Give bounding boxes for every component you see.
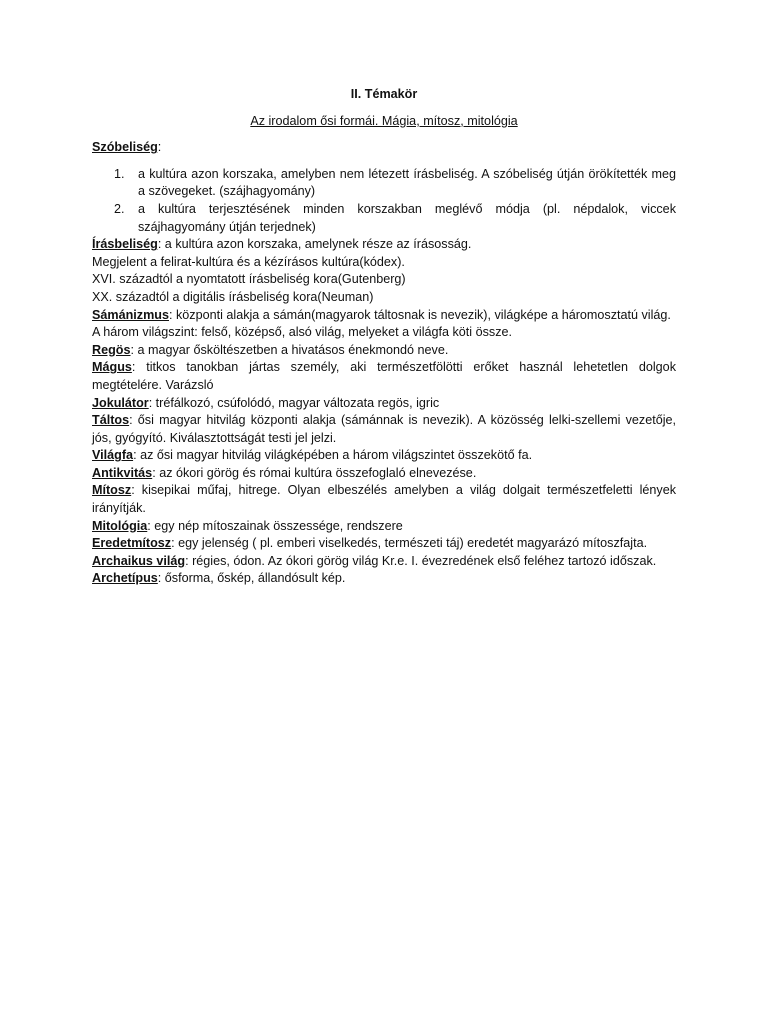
glossary-entry — [92, 359, 676, 394]
glossary-term: Világfa — [92, 448, 134, 463]
glossary-entry — [92, 570, 676, 588]
glossary-entry — [92, 342, 676, 360]
glossary-entry — [92, 482, 676, 517]
list-item-text: a kultúra azon korszaka, amelyben nem létezett írásbeliség. A szóbeliség útján örökítették meg a szövegeket. (szájhagyomány) — [138, 166, 676, 199]
list-item-number: 2. — [114, 201, 125, 216]
glossary-entry — [92, 535, 676, 553]
glossary-definition: : egy nép mítoszainak összessége, rendszere — [147, 518, 403, 533]
glossary-entry — [92, 553, 676, 571]
shamanism-extra: A három világszint: felső, középső, alsó világ, melyeket a világfa köti össze. — [92, 325, 512, 340]
glossary-definition: : kisepikai műfaj, hitrege. Olyan elbeszélés amelyben a világ dolgait természetfeletti lények irányítják. — [92, 483, 676, 516]
document-body — [92, 86, 676, 588]
literacy-line: Megjelent a felirat-kultúra és a kézírásos kultúra(kódex). — [92, 254, 405, 269]
glossary-term: Antikvitás — [92, 465, 153, 480]
literacy-definition-text: : a kultúra azon korszaka, amelynek része az írásosság. — [157, 237, 472, 252]
literacy-term: Írásbeliség — [92, 237, 158, 252]
glossary-term: Táltos — [92, 413, 130, 428]
glossary-definition: : az ősi magyar hitvilág világképében a három világszintet összekötő fa. — [133, 448, 533, 463]
list-item-text: a kultúra terjesztésének minden korszakban meglévő módja (pl. népdalok, viccek szájhagyomány útján terjednek) — [138, 201, 676, 234]
glossary-entry — [92, 395, 676, 413]
glossary-definition: : ősi magyar hitvilág központi alakja (sámánnak is nevezik). A közösség lelki-szellemi vezetője, jós, gyógyító. Kiválasztottságát testi jel jelzi. — [92, 413, 676, 445]
literacy-definition — [92, 236, 676, 254]
oral-list-item — [92, 201, 676, 236]
glossary-definition: : egy jelenség ( pl. emberi viselkedés, természeti táj) eredetét magyarázó mítoszfajta. — [171, 536, 648, 551]
glossary-term: Archetípus — [92, 571, 158, 586]
glossary-definition: : titkos tanokban jártas személy, aki természetfölötti erőket használ lehetetlen dolgok megtételére. Varázsló — [92, 360, 676, 392]
oral-list-item — [92, 166, 676, 201]
list-item-number: 1. — [114, 166, 125, 181]
oral-term-suffix: : — [157, 140, 162, 155]
shamanism-definition-text: : központi alakja a sámán(magyarok táltosnak is nevezik), világképe a háromosztatú világ. — [169, 307, 671, 322]
glossary-definition: : régies, ódon. Az ókori görög világ Kr.e. I. évezredének első feléhez tartozó időszak. — [185, 553, 657, 568]
glossary-definition: : a magyar ősköltészetben a hivatásos énekmondó neve. — [130, 342, 449, 357]
glossary-entry — [92, 447, 676, 465]
glossary-entry — [92, 518, 676, 536]
glossary-definition: : az ókori görög és római kultúra összefoglaló elnevezése. — [152, 465, 477, 480]
glossary-definition: : ősforma, őskép, állandósult kép. — [157, 571, 346, 586]
oral-term: Szóbeliség — [92, 140, 158, 155]
glossary-term: Mágus — [92, 360, 132, 375]
document-heading: II. Témakör — [350, 87, 418, 101]
glossary-entry — [92, 412, 676, 447]
document-subheading: Az irodalom ősi formái. Mágia, mítosz, mitológia — [250, 113, 518, 128]
literacy-line: XX. századtól a digitális írásbeliség kora(Neuman) — [92, 289, 374, 304]
glossary-entry — [92, 465, 676, 483]
glossary-term: Jokulátor — [92, 395, 149, 410]
shamanism-term: Sámánizmus — [92, 307, 169, 322]
glossary-term: Mitológia — [92, 518, 148, 533]
glossary-term: Regös — [92, 342, 131, 357]
glossary-term: Mítosz — [92, 483, 132, 498]
glossary-definition: : tréfálkozó, csúfolódó, magyar változata regös, igric — [148, 395, 440, 410]
oral-definition-list — [92, 166, 676, 236]
literacy-line: XVI. századtól a nyomtatott írásbeliség kora(Gutenberg) — [92, 272, 406, 287]
oral-section-title — [92, 139, 676, 157]
glossary-term: Eredetmítosz — [92, 536, 172, 551]
shamanism-definition — [92, 307, 676, 325]
glossary-term: Archaikus világ — [92, 553, 186, 568]
